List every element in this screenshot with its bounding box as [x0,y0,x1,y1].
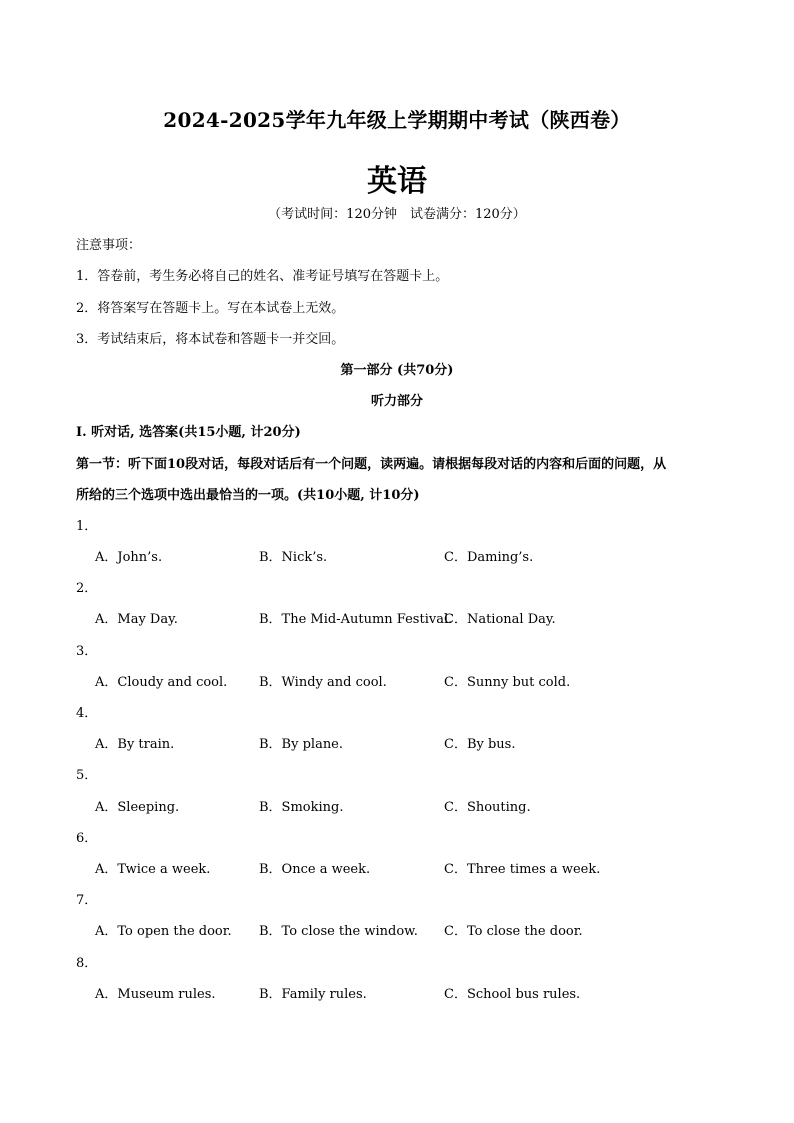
option-c: C．By bus. [444,737,516,752]
question-number: 4． [76,706,98,721]
exam-time-info: （考试时间：120分钟 试卷满分：120分） [268,207,526,222]
option-a: A．Twice a week. [95,862,211,877]
question-number: 7． [76,893,98,908]
note-item-1: 1．答卷前，考生务必将自己的姓名、准考证号填写在答题卡上。 [76,269,449,284]
question-number: 6． [76,831,98,846]
option-c: C．To close the door. [444,924,583,939]
option-a: A．By train. [95,737,175,752]
part-title: 第一部分 (共70分) [340,363,454,378]
note-item-2: 2．将答案写在答题卡上。写在本试卷上无效。 [76,301,345,316]
option-c: C．Sunny but cold. [444,675,571,690]
option-a: A．Cloudy and cool. [95,675,228,690]
option-b: B．By plane. [259,737,344,752]
option-c: C．Shouting. [444,800,531,815]
option-a: A．Sleeping. [95,800,180,815]
question-number: 1． [76,519,98,534]
exam-title: 2024-2025学年九年级上学期期中考试（陕西卷） [163,108,631,132]
note-item-3: 3．考试结束后，将本试卷和答题卡一并交回。 [76,332,345,347]
option-b: B．Once a week. [259,862,371,877]
section-instruction-line1: 第一节：听下面10段对话，每段对话后有一个问题，读两遍。请根据每段对话的内容和后面的问题，从 [76,457,667,472]
question-number: 3． [76,644,98,659]
option-a: A．May Day. [95,612,178,627]
part-subtitle: 听力部分 [370,394,423,409]
option-b: B．Nick’s. [259,550,328,565]
question-number: 2． [76,581,98,596]
option-c: C．Daming’s. [444,550,534,565]
option-b: B．Smoking. [259,800,344,815]
option-b: B．To close the window. [259,924,418,939]
option-c: C．School bus rules. [444,987,581,1002]
option-b: B．Windy and cool. [259,675,387,690]
section-heading: I. 听对话, 选答案(共15小题, 计20分) [76,425,301,440]
question-number: 8． [76,956,98,971]
option-c: C．National Day. [444,612,556,627]
option-a: A．To open the door. [95,924,232,939]
option-c: C．Three times a week. [444,862,601,877]
option-b: B．Family rules. [259,987,367,1002]
notes-heading: 注意事项： [76,238,142,253]
section-instruction-line2: 所给的三个选项中选出最恰当的一项。(共10小题, 计10分) [76,488,420,503]
subject-title: 英语 [367,164,427,199]
option-b: B．The Mid-Autumn Festival. [259,612,453,627]
question-number: 5． [76,768,98,783]
option-a: A．Museum rules. [95,987,216,1002]
option-a: A．John’s. [95,550,163,565]
